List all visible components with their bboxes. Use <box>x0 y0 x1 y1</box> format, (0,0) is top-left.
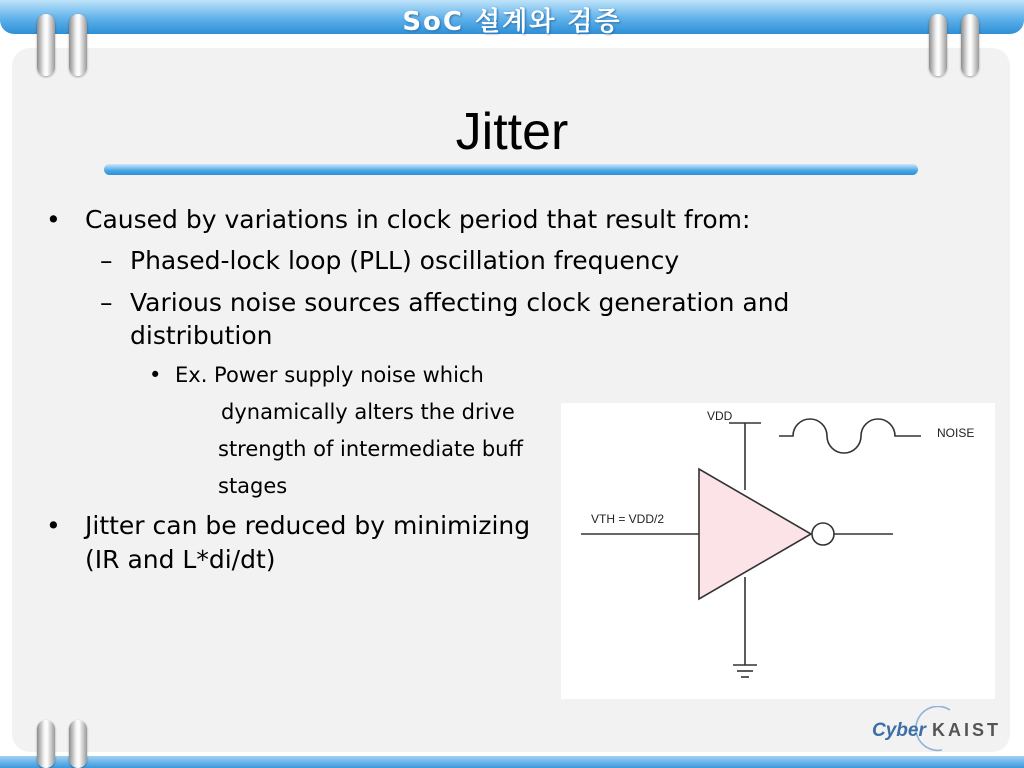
bullet-text-continuation: stages <box>218 474 288 498</box>
noise-waveform <box>779 419 921 453</box>
title-divider <box>104 164 918 175</box>
bullet-text: Phased-lock loop (PLL) oscillation frequency <box>130 246 680 275</box>
binder-ring-icon <box>961 14 979 76</box>
bullet-text: Jitter can be reduced by minimizing <box>85 511 531 540</box>
bullet-text: Caused by variations in clock period that result from: <box>85 205 751 234</box>
buffer-triangle <box>699 469 811 599</box>
bullet-marker: • <box>46 511 61 540</box>
bullet-text-continuation: (IR and L*di/dt) <box>85 545 276 574</box>
binder-ring-icon <box>37 720 55 768</box>
bullet-marker: • <box>149 363 162 387</box>
noise-label: NOISE <box>937 426 975 440</box>
cyber-kaist-logo <box>872 706 1006 752</box>
bullet-text-continuation: distribution <box>130 321 273 350</box>
logo-cyber: Cyber <box>872 720 926 741</box>
bullet-text: Ex. Power supply noise which <box>175 363 484 387</box>
buffer-noise-diagram <box>561 403 995 699</box>
slide-title: Jitter <box>455 103 569 161</box>
logo-kaist: KAIST <box>932 720 1001 740</box>
vdd-label: VDD <box>707 409 733 423</box>
binder-ring-icon <box>929 14 947 76</box>
bullet-marker: – <box>100 246 113 275</box>
bullet-marker: • <box>46 205 61 234</box>
buffer-noise-svg <box>561 403 995 699</box>
binder-ring-icon <box>69 14 87 76</box>
bottom-banner <box>0 756 1024 768</box>
bullet-text: Various noise sources affecting clock generation and <box>130 288 790 317</box>
binder-ring-icon <box>69 720 87 768</box>
bullet-marker: – <box>100 288 113 317</box>
inverter-bubble <box>812 523 834 545</box>
bullet-text-continuation: dynamically alters the drive <box>221 400 515 424</box>
vth-label: VTH = VDD/2 <box>591 512 665 526</box>
bullet-text-continuation: strength of intermediate buff <box>218 437 523 461</box>
binder-ring-icon <box>37 14 55 76</box>
top-banner <box>0 0 1024 37</box>
banner-title: SoC 설계와 검증 <box>402 7 622 37</box>
